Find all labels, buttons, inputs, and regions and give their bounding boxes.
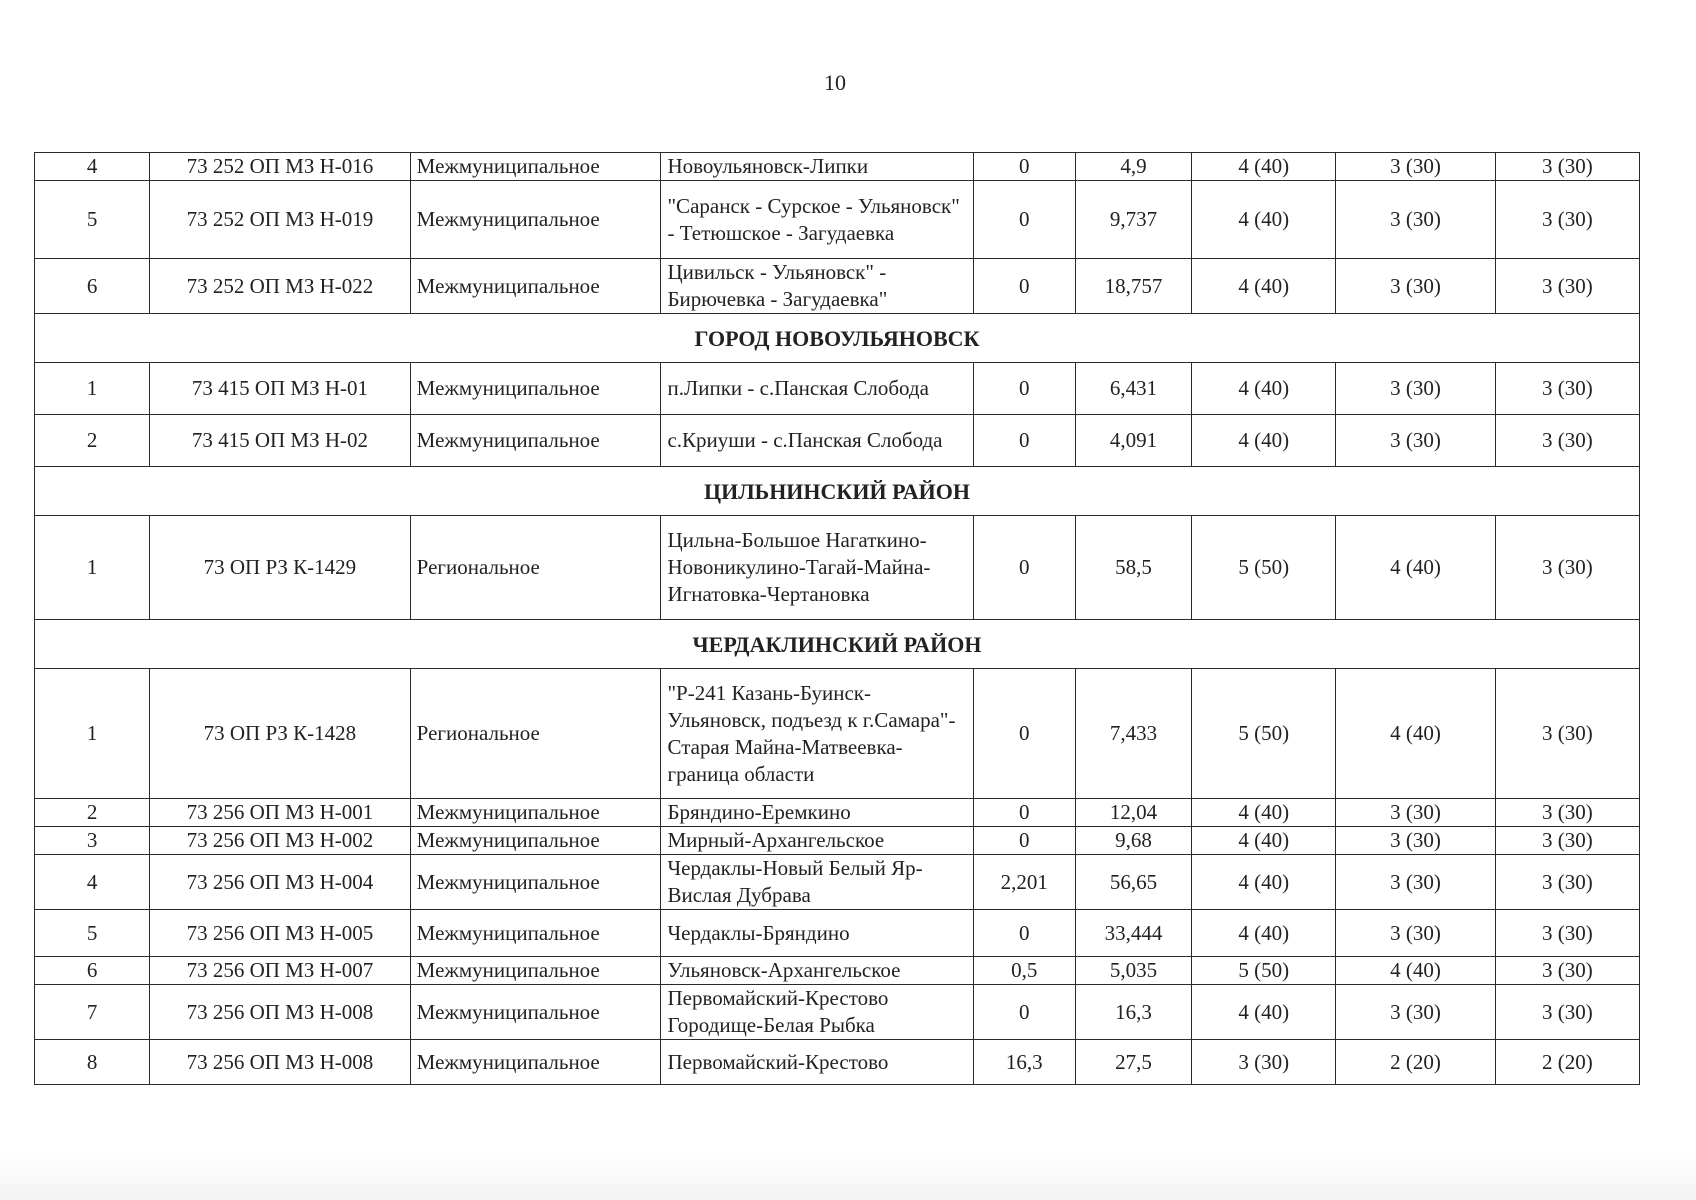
km-start: 0 — [973, 669, 1075, 799]
section-row — [35, 467, 1640, 516]
row-number: 1 — [35, 516, 150, 620]
table-row — [35, 855, 1640, 910]
row-number: 8 — [35, 1040, 150, 1085]
road-code: 73 256 ОП МЗ Н-008 — [150, 1040, 411, 1085]
road-code: 73 256 ОП МЗ Н-005 — [150, 910, 411, 957]
km-start: 0 — [973, 985, 1075, 1040]
value-col-8: 3 (30) — [1336, 985, 1495, 1040]
road-significance: Межмуниципальное — [410, 153, 661, 181]
road-name: Бряндино-Еремкино — [661, 799, 973, 827]
road-significance: Межмуниципальное — [410, 827, 661, 855]
road-code: 73 ОП РЗ К-1429 — [150, 516, 411, 620]
road-name: Чердаклы-Бряндино — [661, 910, 973, 957]
row-number: 1 — [35, 669, 150, 799]
road-significance: Межмуниципальное — [410, 957, 661, 985]
road-significance: Межмуниципальное — [410, 799, 661, 827]
value-col-9: 3 (30) — [1495, 415, 1639, 467]
value-col-7: 4 (40) — [1192, 855, 1336, 910]
km-end: 5,035 — [1075, 957, 1191, 985]
value-col-7: 4 (40) — [1192, 153, 1336, 181]
km-start: 0 — [973, 910, 1075, 957]
page-number: 10 — [824, 70, 846, 95]
km-start: 0 — [973, 799, 1075, 827]
km-end: 16,3 — [1075, 985, 1191, 1040]
table-row — [35, 827, 1640, 855]
km-start: 0 — [973, 181, 1075, 259]
section-row — [35, 314, 1640, 363]
value-col-7: 4 (40) — [1192, 363, 1336, 415]
km-end: 7,433 — [1075, 669, 1191, 799]
table-row — [35, 985, 1640, 1040]
row-number: 6 — [35, 957, 150, 985]
road-name: п.Липки - с.Панская Слобода — [661, 363, 973, 415]
km-end: 4,9 — [1075, 153, 1191, 181]
row-number: 1 — [35, 363, 150, 415]
table-row — [35, 363, 1640, 415]
km-end: 6,431 — [1075, 363, 1191, 415]
table-row — [35, 799, 1640, 827]
km-start: 2,201 — [973, 855, 1075, 910]
value-col-7: 5 (50) — [1192, 669, 1336, 799]
km-start: 0 — [973, 415, 1075, 467]
road-name: Цивильск - Ульяновск" - Бирючевка - Загудаевка" — [661, 259, 973, 314]
value-col-9: 3 (30) — [1495, 181, 1639, 259]
value-col-9: 3 (30) — [1495, 855, 1639, 910]
value-col-7: 4 (40) — [1192, 910, 1336, 957]
value-col-9: 3 (30) — [1495, 985, 1639, 1040]
road-code: 73 256 ОП МЗ Н-008 — [150, 985, 411, 1040]
km-start: 0 — [973, 516, 1075, 620]
km-start: 16,3 — [973, 1040, 1075, 1085]
road-significance: Межмуниципальное — [410, 985, 661, 1040]
value-col-9: 3 (30) — [1495, 259, 1639, 314]
table-row — [35, 181, 1640, 259]
value-col-9: 3 (30) — [1495, 153, 1639, 181]
road-significance: Межмуниципальное — [410, 181, 661, 259]
row-number: 4 — [35, 153, 150, 181]
value-col-9: 3 (30) — [1495, 669, 1639, 799]
table-row — [35, 669, 1640, 799]
km-end: 33,444 — [1075, 910, 1191, 957]
value-col-7: 4 (40) — [1192, 799, 1336, 827]
table-row — [35, 910, 1640, 957]
road-name: Новоульяновск-Липки — [661, 153, 973, 181]
table-row — [35, 415, 1640, 467]
road-significance: Межмуниципальное — [410, 363, 661, 415]
road-code: 73 256 ОП МЗ Н-002 — [150, 827, 411, 855]
value-col-8: 3 (30) — [1336, 153, 1495, 181]
road-significance: Межмуниципальное — [410, 415, 661, 467]
value-col-8: 4 (40) — [1336, 957, 1495, 985]
km-start: 0 — [973, 153, 1075, 181]
km-end: 18,757 — [1075, 259, 1191, 314]
value-col-9: 3 (30) — [1495, 799, 1639, 827]
road-code: 73 415 ОП МЗ Н-02 — [150, 415, 411, 467]
row-number: 5 — [35, 181, 150, 259]
road-name: Цильна-Большое Нагаткино-Новоникулино-Тагай-Майна-Игнатовка-Чертановка — [661, 516, 973, 620]
value-col-8: 3 (30) — [1336, 855, 1495, 910]
km-start: 0 — [973, 827, 1075, 855]
road-significance: Региональное — [410, 669, 661, 799]
km-end: 9,737 — [1075, 181, 1191, 259]
value-col-8: 3 (30) — [1336, 910, 1495, 957]
road-name: "Саранск - Сурское - Ульяновск" - Тетюшское - Загудаевка — [661, 181, 973, 259]
road-code: 73 252 ОП МЗ Н-019 — [150, 181, 411, 259]
road-significance: Межмуниципальное — [410, 1040, 661, 1085]
row-number: 6 — [35, 259, 150, 314]
km-end: 9,68 — [1075, 827, 1191, 855]
km-end: 58,5 — [1075, 516, 1191, 620]
road-name: с.Криуши - с.Панская Слобода — [661, 415, 973, 467]
section-title: ЦИЛЬНИНСКИЙ РАЙОН — [35, 467, 1640, 516]
value-col-7: 4 (40) — [1192, 985, 1336, 1040]
km-end: 27,5 — [1075, 1040, 1191, 1085]
road-significance: Региональное — [410, 516, 661, 620]
value-col-8: 3 (30) — [1336, 799, 1495, 827]
value-col-8: 3 (30) — [1336, 415, 1495, 467]
table-row — [35, 1040, 1640, 1085]
row-number: 3 — [35, 827, 150, 855]
value-col-9: 3 (30) — [1495, 827, 1639, 855]
road-code: 73 256 ОП МЗ Н-004 — [150, 855, 411, 910]
value-col-8: 2 (20) — [1336, 1040, 1495, 1085]
road-significance: Межмуниципальное — [410, 910, 661, 957]
road-code: 73 252 ОП МЗ Н-022 — [150, 259, 411, 314]
value-col-9: 3 (30) — [1495, 516, 1639, 620]
value-col-7: 3 (30) — [1192, 1040, 1336, 1085]
value-col-9: 2 (20) — [1495, 1040, 1639, 1085]
km-end: 56,65 — [1075, 855, 1191, 910]
table-row — [35, 516, 1640, 620]
value-col-8: 4 (40) — [1336, 669, 1495, 799]
road-code: 73 252 ОП МЗ Н-016 — [150, 153, 411, 181]
scan-edge — [0, 1150, 1696, 1200]
value-col-8: 3 (30) — [1336, 827, 1495, 855]
value-col-7: 4 (40) — [1192, 415, 1336, 467]
value-col-8: 3 (30) — [1336, 259, 1495, 314]
value-col-7: 4 (40) — [1192, 259, 1336, 314]
section-title: ГОРОД НОВОУЛЬЯНОВСК — [35, 314, 1640, 363]
road-name: Первомайский-Крестово — [661, 1040, 973, 1085]
roads-table — [34, 152, 1640, 1085]
value-col-9: 3 (30) — [1495, 363, 1639, 415]
table-row — [35, 153, 1640, 181]
road-name: Ульяновск-Архангельское — [661, 957, 973, 985]
section-title: ЧЕРДАКЛИНСКИЙ РАЙОН — [35, 620, 1640, 669]
road-significance: Межмуниципальное — [410, 259, 661, 314]
km-start: 0 — [973, 363, 1075, 415]
value-col-7: 5 (50) — [1192, 957, 1336, 985]
value-col-7: 4 (40) — [1192, 181, 1336, 259]
value-col-9: 3 (30) — [1495, 957, 1639, 985]
value-col-8: 3 (30) — [1336, 181, 1495, 259]
table-row — [35, 957, 1640, 985]
row-number: 7 — [35, 985, 150, 1040]
road-name: "Р-241 Казань-Буинск-Ульяновск, подъезд к г.Самара"-Старая Майна-Матвеевка-граница области — [661, 669, 973, 799]
road-code: 73 415 ОП МЗ Н-01 — [150, 363, 411, 415]
road-code: 73 256 ОП МЗ Н-001 — [150, 799, 411, 827]
row-number: 4 — [35, 855, 150, 910]
value-col-8: 4 (40) — [1336, 516, 1495, 620]
value-col-7: 4 (40) — [1192, 827, 1336, 855]
road-code: 73 ОП РЗ К-1428 — [150, 669, 411, 799]
road-name: Первомайский-Крестово Городище-Белая Рыбка — [661, 985, 973, 1040]
km-end: 12,04 — [1075, 799, 1191, 827]
value-col-9: 3 (30) — [1495, 910, 1639, 957]
road-significance: Межмуниципальное — [410, 855, 661, 910]
road-name: Мирный-Архангельское — [661, 827, 973, 855]
section-row — [35, 620, 1640, 669]
table-row — [35, 259, 1640, 314]
value-col-7: 5 (50) — [1192, 516, 1336, 620]
row-number: 5 — [35, 910, 150, 957]
row-number: 2 — [35, 415, 150, 467]
km-start: 0,5 — [973, 957, 1075, 985]
road-code: 73 256 ОП МЗ Н-007 — [150, 957, 411, 985]
road-name: Чердаклы-Новый Белый Яр-Вислая Дубрава — [661, 855, 973, 910]
km-start: 0 — [973, 259, 1075, 314]
value-col-8: 3 (30) — [1336, 363, 1495, 415]
km-end: 4,091 — [1075, 415, 1191, 467]
row-number: 2 — [35, 799, 150, 827]
